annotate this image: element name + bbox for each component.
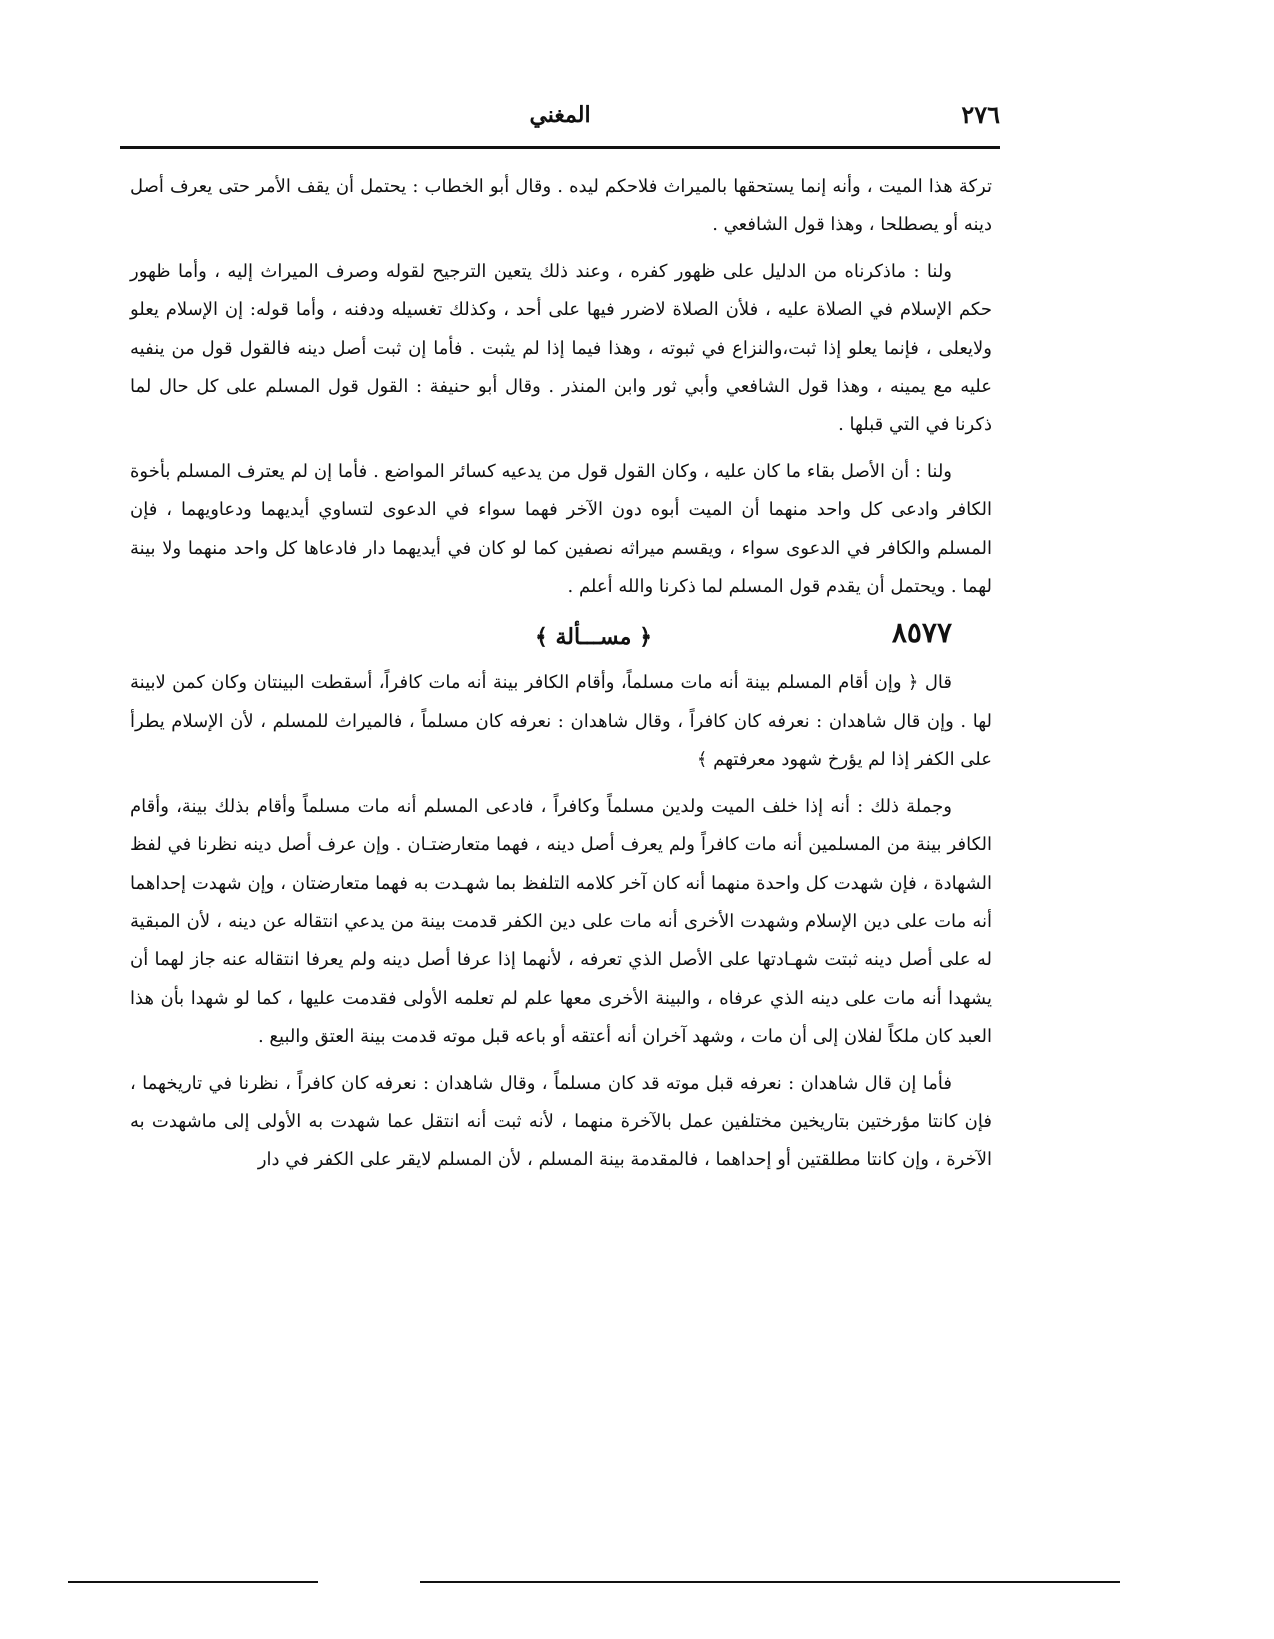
paragraph: تركة هذا الميت ، وأنه إنما يستحقها بالميراث فلاحكم ليده . وقال أبو الخطاب : يحتمل أن يقف الأمر حتى يعرف أصل دينه أو يصطلحا ، وهذا قول الشافعي . bbox=[130, 176, 992, 236]
paragraph: ولنا : أن الأصل بقاء ما كان عليه ، وكان القول قول من يدعيه كسائر المواضع . فأما إن لم يعترف المسلم بأخوة الكافر وادعى كل واحد منهما أن الميت أبوه دون الآخر فهما سواء في الدعوى لتساوي أيديهما ودعاويهما ، فإن المسلم والكافر في الدعوى سواء ، ويقسم ميراثه نصفين كما لو كان في أيديهما دار فادعاها كل واحد منهما ولا بينة لهما . ويحتمل أن يقدم قول المسلم لما ذكرنا والله أعلم . bbox=[130, 460, 992, 598]
main-text bbox=[130, 168, 992, 1188]
masala-heading bbox=[130, 614, 992, 658]
paragraph: قال ﴿ وإن أقام المسلم بينة أنه مات مسلماً، وأقام الكافر بينة أنه مات كافراً، أسقطت البينتان وكان كمن لابينة لها . وإن قال شاهدان : نعرفه كان كافراً ، وقال شاهدان : نعرفه كان مسلماً ، فالميراث للمسلم ، لأن الإسلام يطرأ على الكفر إذا لم يؤرخ شهود معرفتهم ﴾ bbox=[130, 672, 992, 771]
footnote-rule-long bbox=[420, 1581, 1120, 1583]
footnote-rule-short bbox=[68, 1581, 318, 1583]
page-number: ٢٧٦ bbox=[961, 100, 1000, 129]
book-title: المغني bbox=[529, 102, 591, 128]
masala-label: ﴿ مســـألة ﴾ bbox=[534, 624, 652, 651]
masala-number: ٨٥٧٧ bbox=[891, 616, 952, 650]
header-rule bbox=[120, 146, 1000, 149]
paragraph: وجملة ذلك : أنه إذا خلف الميت ولدين مسلماً وكافراً ، فادعى المسلم أنه مات مسلماً وأقام بذلك بينة، وأقام الكافر بينة من المسلمين أنه مات كافراً ولم يعرف أصل دينه ، فهما متعارضتـان . وإن عرف أصل دينه نظرنا في لفظ الشهادة ، فإن شهدت كل واحدة منهما أنه كان آخر كلامه التلفظ بما شهـدت به فهما متعارضتان ، وإن شهدت إحداهما أنه مات على دين الإسلام وشهدت الأخرى أنه مات على دين الكفر قدمت بينة من يدعي انتقاله عن دينه ، لأن المبقية له على أصل دينه ثبتت شهـادتها على الأصل الذي تعرفه ، لأنهما إذا عرفا أصل دينه ولم يعرفا انتقاله عنه جاز لهما أن يشهدا أنه مات على دينه الذي عرفاه ، والبينة الأخرى معها علم لم تعلمه الأولى فقدمت عليها ، كما لو شهدا بأن هذا العبد كان ملكاً لفلان إلى أن مات ، وشهد آخران أنه أعتقه أو باعه قبل موته قدمت بينة العتق والبيع . bbox=[130, 795, 992, 1048]
paragraph: فأما إن قال شاهدان : نعرفه قبل موته قد كان مسلماً ، وقال شاهدان : نعرفه كان كافراً ، نظرنا في تاريخهما ، فإن كانتا مؤرختين بتاريخين مختلفين عمل بالآخرة منهما ، لأنه ثبت أنه انتقل عما شهدت به الأولى إلى ماشهدت به الآخرة ، وإن كانتا مطلقتين أو إحداهما ، فالمقدمة بينة المسلم ، لأن المسلم لايقر على الكفر في دار bbox=[130, 1072, 992, 1171]
paragraph: ولنا : ماذكرناه من الدليل على ظهور كفره ، وعند ذلك يتعين الترجيح لقوله وصرف الميراث إليه ، وأما ظهور حكم الإسلام في الصلاة عليه ، فلأن الصلاة لاضرر فيها على أحد ، وكذلك تغسيله ودفنه ، وأما قوله: إن الإسلام يعلو ولايعلى ، فإنما يعلو إذا ثبت،والنزاع في ثبوته ، وهذا فيما إذا لم يثبت . فأما إن ثبت أصل دينه فالقول قول من ينفيه عليه مع يمينه ، وهذا قول الشافعي وأبي ثور وابن المنذر . وقال أبو حنيفة : القول قول المسلم على كل حال لما ذكرنا في التي قبلها . bbox=[130, 260, 992, 436]
running-head bbox=[120, 100, 1000, 140]
